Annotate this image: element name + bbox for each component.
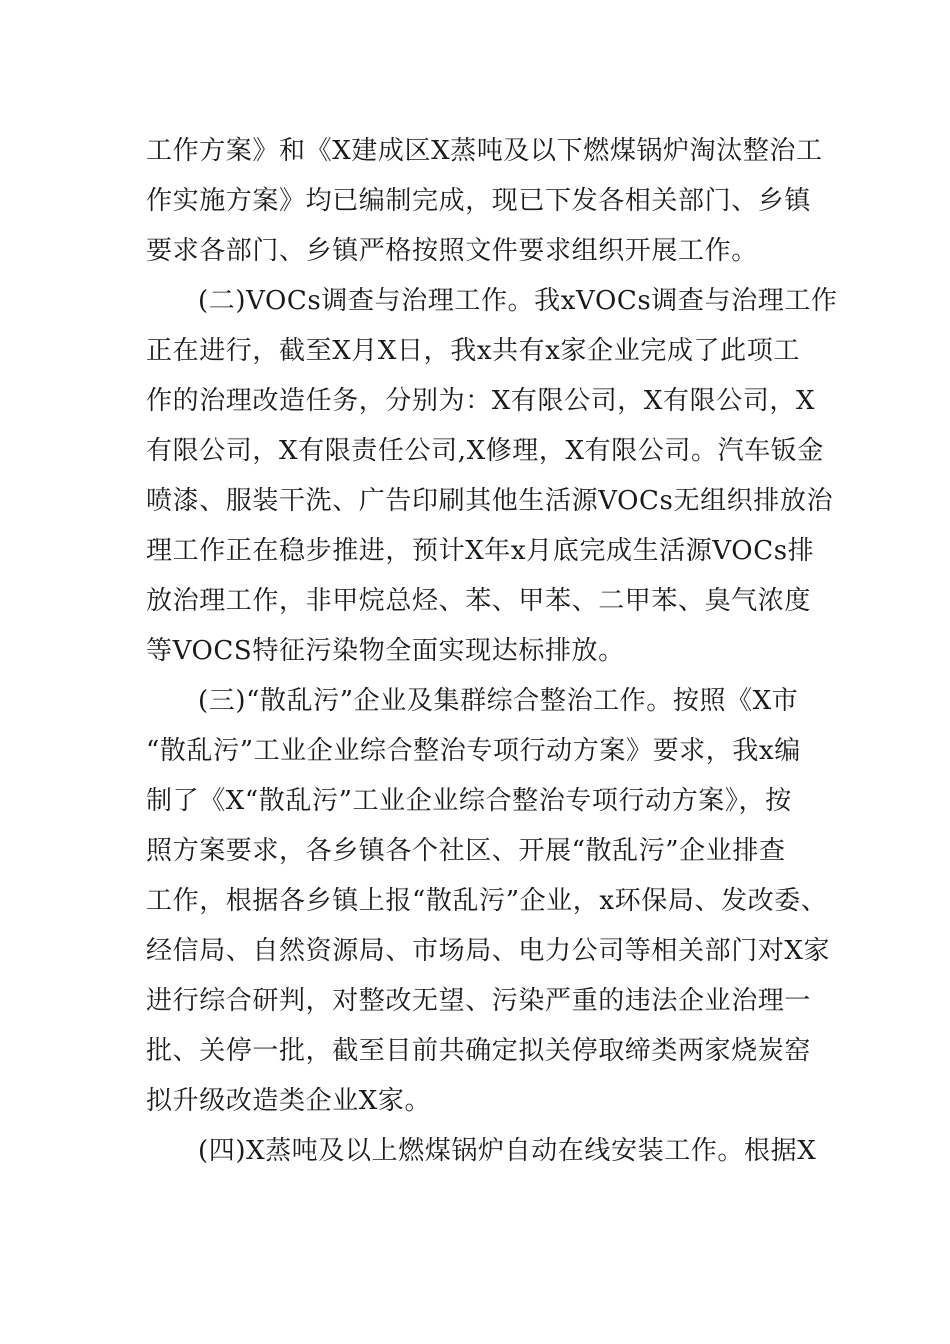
text-line: 进行综合研判，对整改无望、污染严重的违法企业治理一 [146,986,812,1016]
text-line: “散乱污”工业企业综合整治专项行动方案》要求，我x编 [146,736,801,766]
text-line: 经信局、自然资源局、市场局、电力公司等相关部门对X家 [146,936,831,966]
text-line: 正在进行，截至X月X日，我x共有x家企业完成了此项工 [146,336,800,366]
text-line: 作的治理改造任务，分别为：X有限公司，X有限公司，X [146,386,816,416]
section-heading-3-line: (三)“散乱污”企业及集群综合整治工作。按照《X市 [198,686,799,716]
text-line: 放治理工作，非甲烷总烃、苯、甲苯、二甲苯、臭气浓度 [146,586,812,616]
text-line: 有限公司，X有限责任公司,X修理，X有限公司。汽车钣金 [146,436,824,466]
text-line: 作实施方案》均已编制完成，现已下发各相关部门、乡镇 [146,186,812,216]
section-heading-4-line: (四)X蒸吨及以上燃煤锅炉自动在线安装工作。根据X [198,1136,817,1166]
section-heading-2-line: (二)VOCs调查与治理工作。我xVOCs调查与治理工作 [198,286,838,316]
text-line: 要求各部门、乡镇严格按照文件要求组织开展工作。 [146,236,758,266]
text-line: 照方案要求，各乡镇各个社区、开展“散乱污”企业排查 [146,836,786,866]
text-line: 批、关停一批，截至目前共确定拟关停取缔类两家烧炭窑 [146,1036,812,1066]
text-line: 理工作正在稳步推进，预计X年x月底完成生活源VOCs排 [146,536,815,566]
text-line: 喷漆、服装干洗、广告印刷其他生活源VOCs无组织排放治 [146,486,834,516]
text-line: 等VOCS特征污染物全面实现达标排放。 [146,636,625,666]
text-line: 制了《X“散乱污”工业企业综合整治专项行动方案》，按 [146,786,792,816]
text-line: 拟升级改造类企业X家。 [146,1086,432,1116]
text-line: 工作，根据各乡镇上报“散乱污”企业，x环保局、发改委、 [146,886,828,916]
text-line: 工作方案》和《X建成区X蒸吨及以下燃煤锅炉淘汰整治工 [146,136,823,166]
